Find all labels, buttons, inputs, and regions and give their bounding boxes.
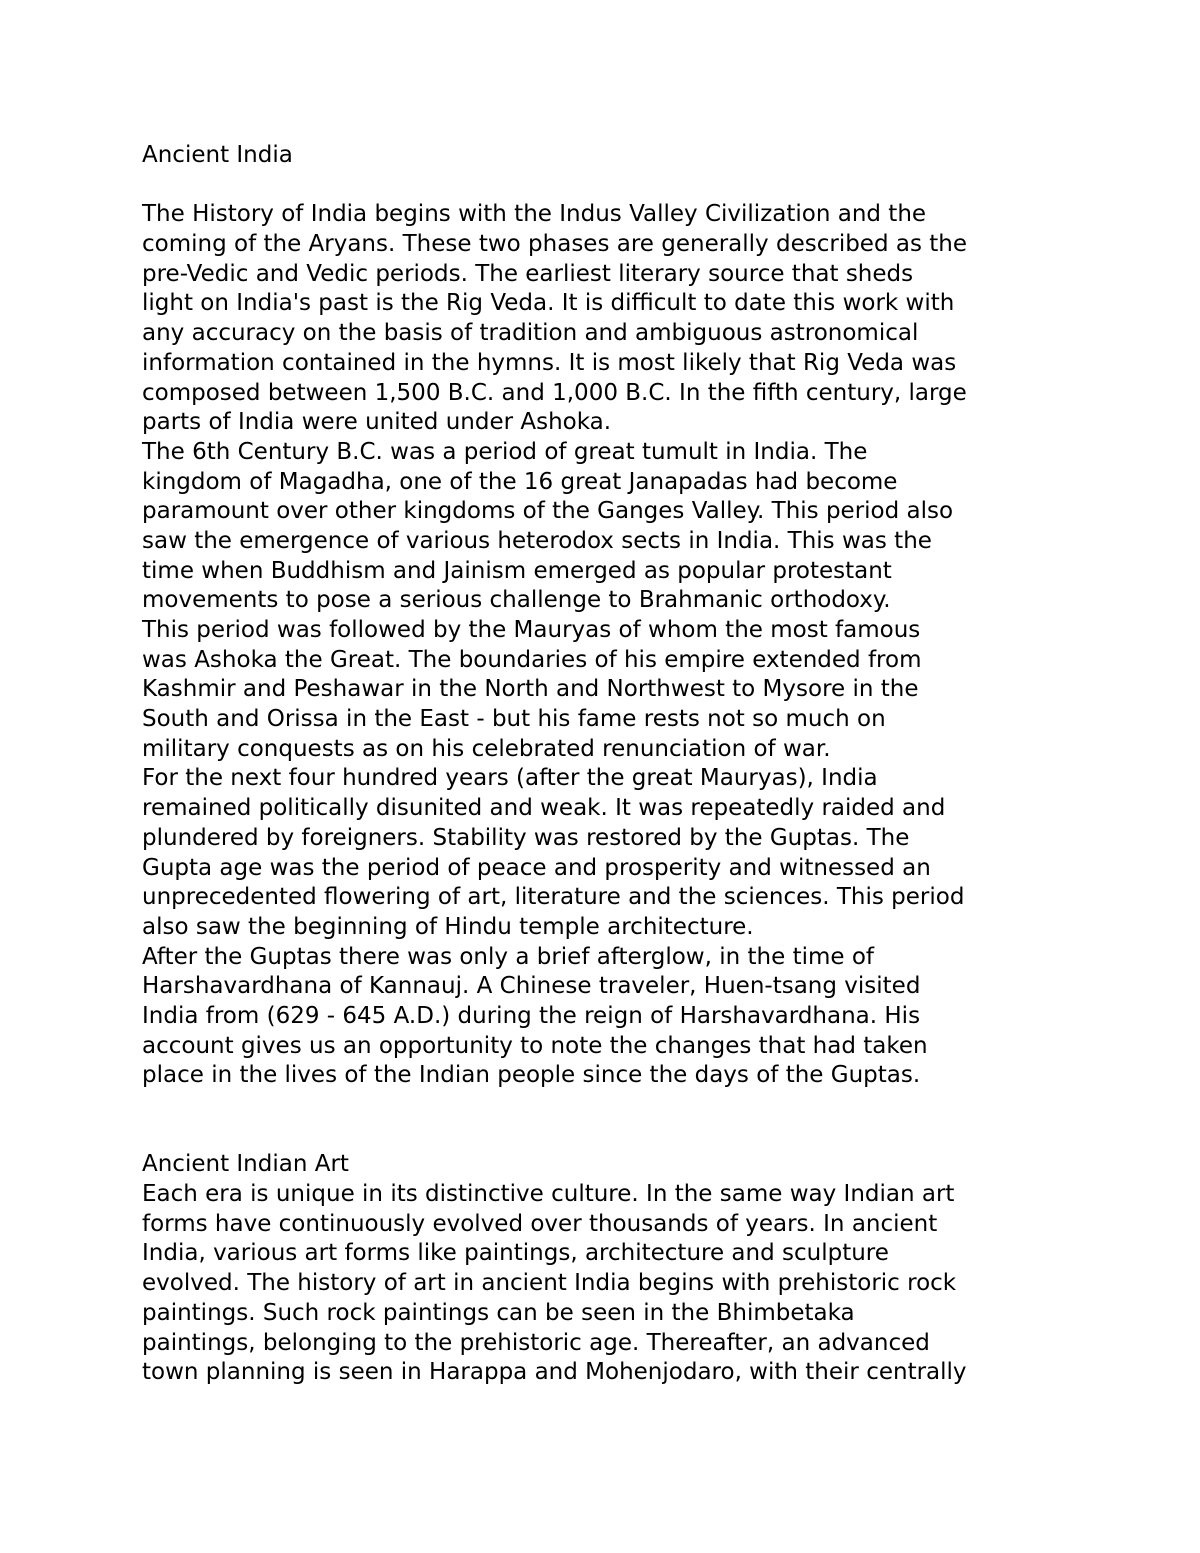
text-line: unprecedented flowering of art, literature and the sciences. This period [142,884,965,911]
text-line: coming of the Aryans. These two phases are generally described as the [142,231,968,258]
text-line: South and Orissa in the East - but his fame rests not so much on [142,706,886,733]
blank-line [142,1121,1082,1151]
text-line: any accuracy on the basis of tradition and ambiguous astronomical [142,320,919,347]
text-line: Gupta age was the period of peace and prosperity and witnessed an [142,854,931,881]
text-line: also saw the beginning of Hindu temple architecture. [142,913,754,940]
text-line: Kashmir and Peshawar in the North and Northwest to Mysore in the [142,676,919,703]
text-line: paintings, belonging to the prehistoric age. Thereafter, an advanced [142,1329,930,1356]
text-line: town planning is seen in Harappa and Mohenjodaro, with their centrally [142,1359,967,1386]
section-heading: Ancient Indian Art [142,1151,349,1178]
blank-line [142,1091,1082,1121]
text-line: composed between 1,500 B.C. and 1,000 B.C. In the fifth century, large [142,379,967,406]
text-line: paintings. Such rock paintings can be seen in the Bhimbetaka [142,1299,855,1326]
blank-line [142,171,1082,201]
text-line: parts of India were united under Ashoka. [142,409,612,436]
text-line: The 6th Century B.C. was a period of great tumult in India. The [142,438,868,465]
text-line: kingdom of Magadha, one of the 16 great Janapadas had become [142,468,898,495]
text-line: forms have continuously evolved over thousands of years. In ancient [142,1210,938,1237]
text-line: saw the emergence of various heterodox sects in India. This was the [142,527,932,554]
text-line: information contained in the hymns. It is most likely that Rig Veda was [142,349,957,376]
text-line: The History of India begins with the Indus Valley Civilization and the [142,201,927,228]
text-line: military conquests as on his celebrated renunciation of war. [142,735,831,762]
text-line: paramount over other kingdoms of the Ganges Valley. This period also [142,498,954,525]
text-line: For the next four hundred years (after the great Mauryas), India [142,765,878,792]
text-line: This period was followed by the Mauryas of whom the most famous [142,617,921,643]
text-line: After the Guptas there was only a brief afterglow, in the time of [142,943,875,970]
text-line: India, various art forms like paintings, architecture and sculpture [142,1240,889,1267]
text-line: place in the lives of the Indian people since the days of the Guptas. [142,1062,921,1089]
text-line: evolved. The history of art in ancient India begins with prehistoric rock [142,1270,957,1297]
text-line: was Ashoka the Great. The boundaries of his empire extended from [142,646,922,673]
text-line: light on India's past is the Rig Veda. It is difficult to date this work with [142,290,955,317]
text-line: plundered by foreigners. Stability was restored by the Guptas. The [142,824,910,851]
text-line: pre-Vedic and Vedic periods. The earliest literary source that sheds [142,260,914,287]
document-page [142,141,1082,1388]
text-line: account gives us an opportunity to note the changes that had taken [142,1032,928,1059]
text-line: remained politically disunited and weak. It was repeatedly raided and [142,795,946,822]
document-title: Ancient India [142,142,293,168]
text-line: movements to pose a serious challenge to Brahmanic orthodoxy. [142,587,891,614]
text-line: India from (629 - 645 A.D.) during the reign of Harshavardhana. His [142,1002,921,1029]
text-line: Harshavardhana of Kannauj. A Chinese traveler, Huen-tsang visited [142,973,921,1000]
text-line: Each era is unique in its distinctive culture. In the same way Indian art [142,1181,955,1208]
text-line: time when Buddhism and Jainism emerged as popular protestant [142,557,892,584]
